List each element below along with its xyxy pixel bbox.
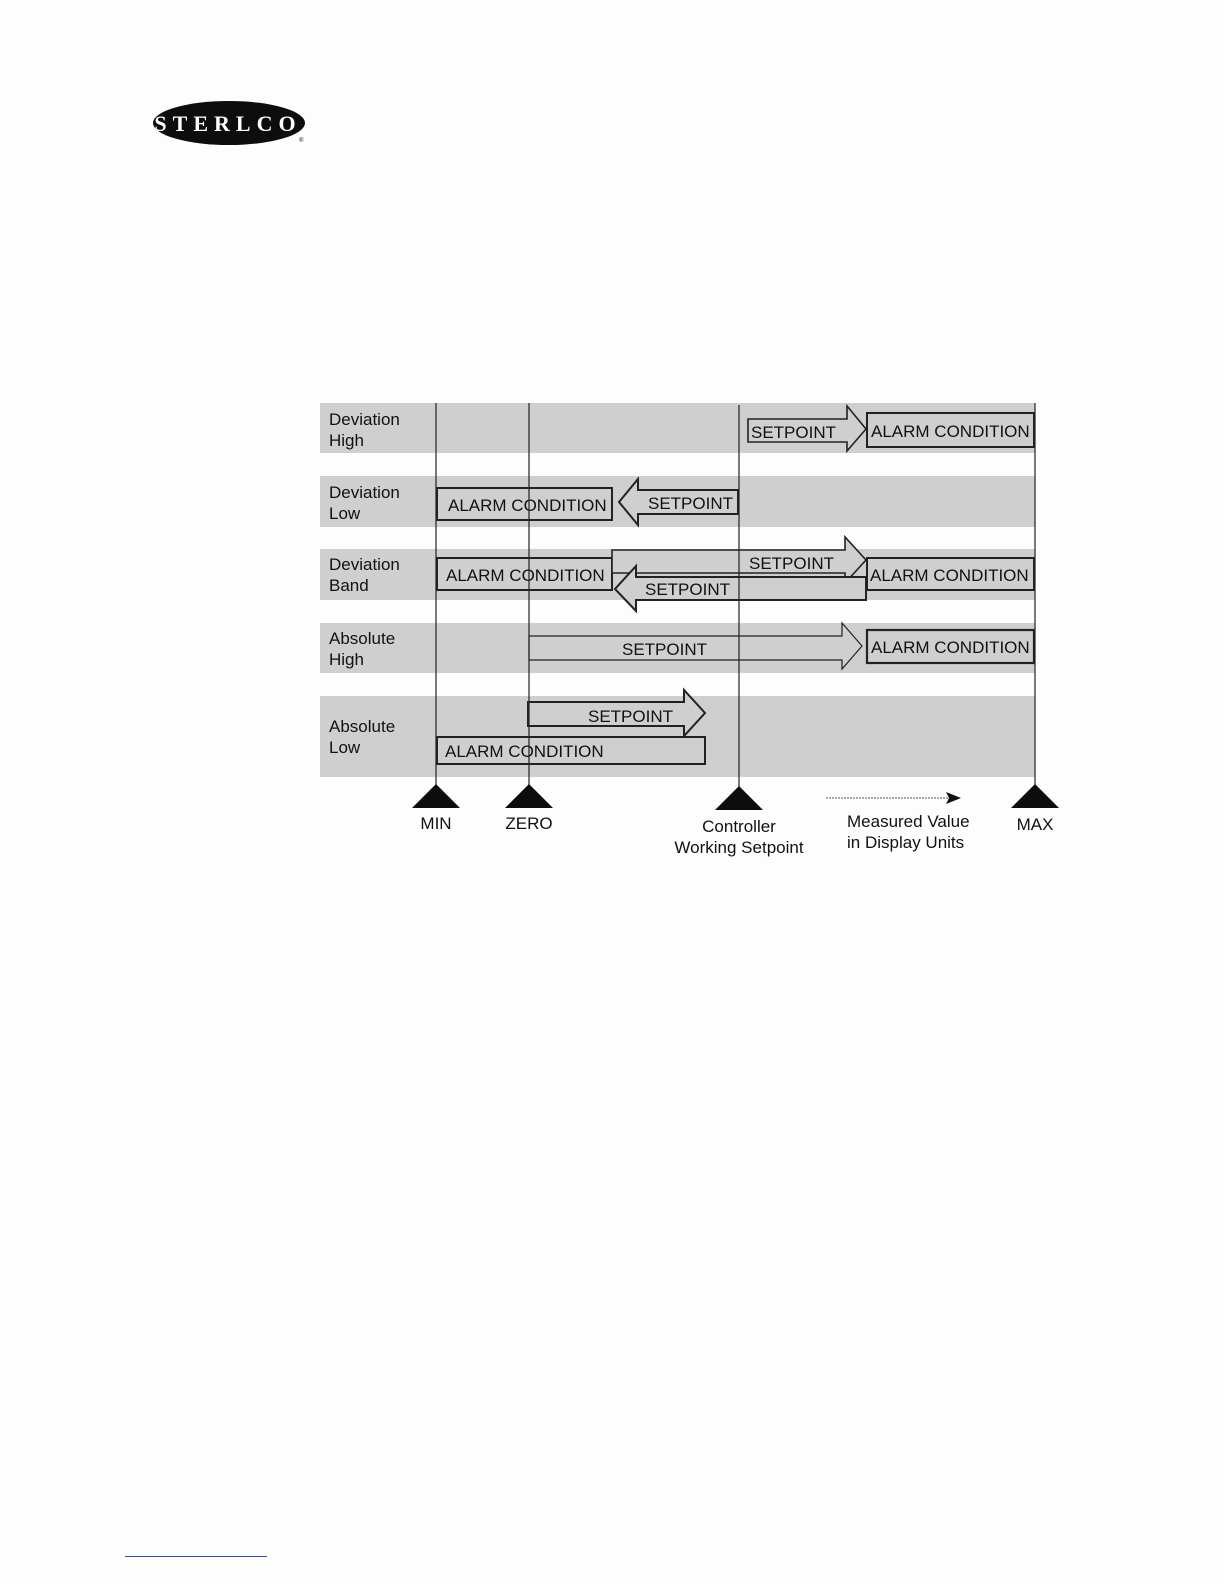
deviation-low-setpoint-text: SETPOINT [648, 494, 734, 513]
deviation-low-alarm-text: ALARM CONDITION [448, 496, 607, 515]
footer-rule [125, 1556, 267, 1557]
controller-label-2: Working Setpoint [674, 838, 804, 857]
zero-label: ZERO [505, 814, 553, 833]
deviation-high-alarm-text: ALARM CONDITION [871, 422, 1030, 441]
deviation-high-setpoint-text: SETPOINT [751, 423, 837, 442]
row-label-deviation-band-2: Band [329, 576, 369, 595]
max-label: MAX [1016, 815, 1054, 834]
measured-value-label-2: in Display Units [847, 833, 965, 852]
deviation-band-setpoint-text-up: SETPOINT [749, 554, 835, 573]
deviation-band-setpoint-text-down: SETPOINT [645, 580, 731, 599]
row-label-absolute-high-1: Absolute [329, 629, 396, 648]
row-label-absolute-low-2: Low [329, 738, 361, 757]
max-marker-icon [1011, 784, 1059, 808]
row-label-deviation-low-2: Low [329, 504, 361, 523]
row-label-deviation-low-1: Deviation [329, 483, 400, 502]
row-label-deviation-high-1: Deviation [329, 410, 400, 429]
absolute-high-alarm-text: ALARM CONDITION [871, 638, 1030, 657]
min-label: MIN [420, 814, 452, 833]
row-label-deviation-band-1: Deviation [329, 555, 400, 574]
zero-marker-icon [505, 784, 553, 808]
logo-text: STERLCO [154, 111, 302, 136]
row-label-absolute-high-2: High [329, 650, 364, 669]
logo-registered: ® [299, 138, 304, 144]
deviation-band-alarm-text-low: ALARM CONDITION [446, 566, 605, 585]
absolute-low-alarm-text: ALARM CONDITION [445, 742, 604, 761]
absolute-low-setpoint-text: SETPOINT [588, 707, 674, 726]
controller-label-1: Controller [702, 817, 776, 836]
row-label-absolute-low-1: Absolute [329, 717, 396, 736]
measured-value-label-1: Measured Value [847, 812, 970, 831]
working-setpoint-marker-icon [715, 786, 763, 810]
min-marker-icon [412, 784, 460, 808]
absolute-high-setpoint-text: SETPOINT [622, 640, 708, 659]
row-label-deviation-high-2: High [329, 431, 364, 450]
measured-value-arrow-icon [946, 792, 961, 804]
deviation-band-alarm-text-high: ALARM CONDITION [870, 566, 1029, 585]
